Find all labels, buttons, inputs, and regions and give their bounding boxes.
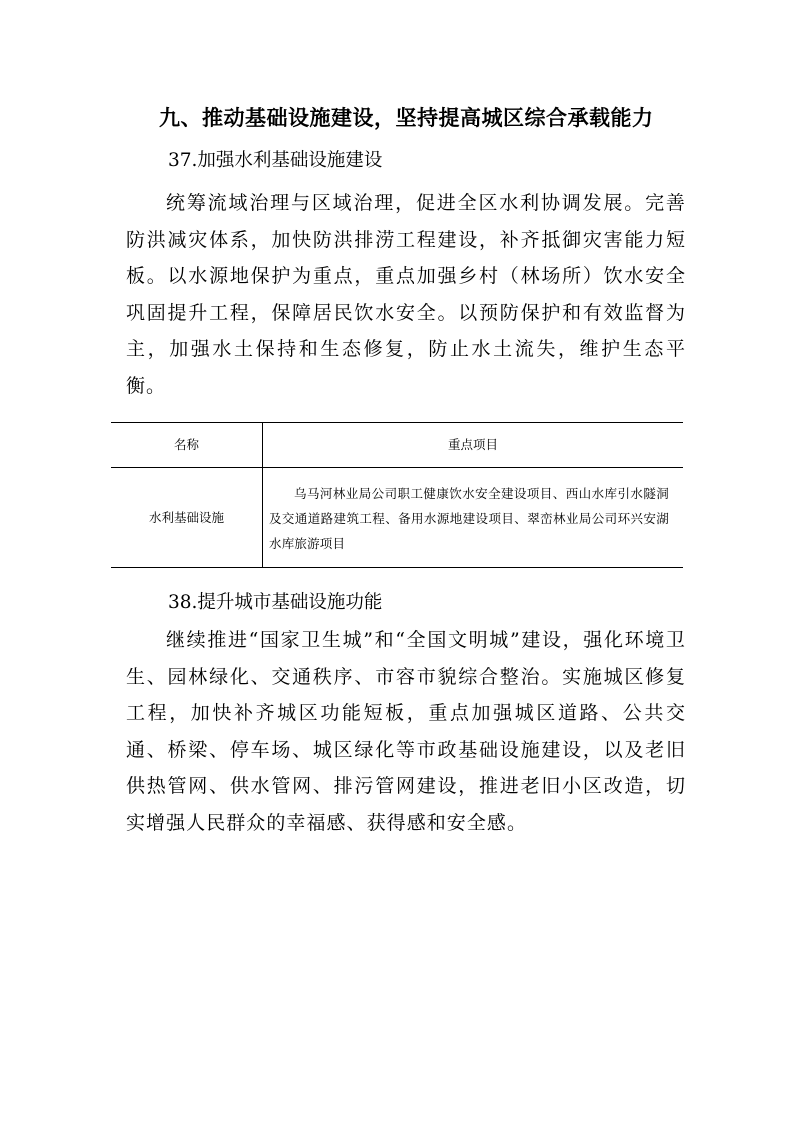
table-header-name: 名称 [173,437,199,452]
key-projects-table [111,422,683,568]
table-header-projects: 重点项目 [447,437,498,452]
table-row-projects: 乌马河林业局公司职工健康饮水安全建设项目、西山水库引水隧洞及交通道路建筑工程、备用水源地建设项目、翠峦林业局公司环兴安湖水库旅游项目 [269,486,669,551]
section-heading: 九、推动基础设施建设，坚持提高城区综合承载能力 [159,106,654,130]
item-37-paragraph: 统筹流域治理与区域治理，促进全区水利协调发展。完善防洪减灾体系，加快防洪排涝工程建设，补齐抵御灾害能力短板。以水源地保护为重点，重点加强乡村（林场所）饮水安全巩固提升工程，保障居民饮水安全。以预防保护和有效监督为主，加强水土保持和生态修复，防止水土流失，维护生态平衡。 [126,192,686,397]
item-38-paragraph: 继续推进“国家卫生城”和“全国文明城”建设，强化环境卫生、园林绿化、交通秩序、市容市貌综合整治。实施城区修复工程，加快补齐城区功能短板，重点加强城区道路、公共交通、桥梁、停车场、城区绿化等市政基础设施建设，以及老旧供热管网、供水管网、排污管网建设，推进老旧小区改造，切实增强人民群众的幸福感、获得感和安全感。 [126,629,686,834]
item-38-heading: 38.提升城市基础设施功能 [168,592,383,613]
table-row-name: 水利基础设施 [148,510,224,525]
item-37-heading: 37.加强水利基础设施建设 [168,150,383,171]
